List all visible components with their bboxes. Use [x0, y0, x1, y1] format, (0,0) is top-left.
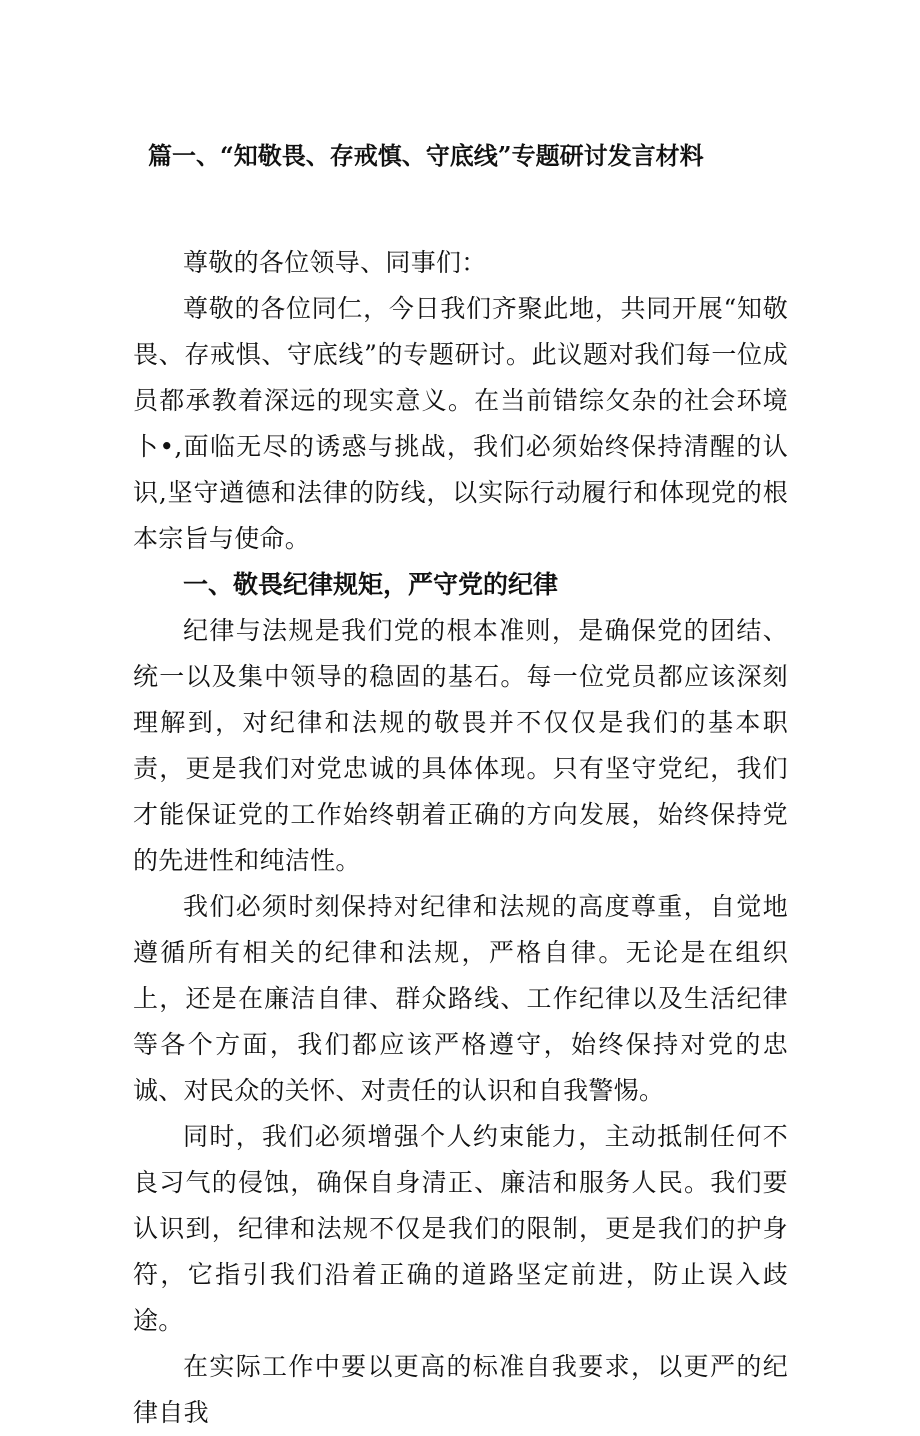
section-heading-1: 一、敬畏纪律规矩，严守党的纪律: [183, 570, 559, 599]
greeting: 尊敬的各位领导、同事们：: [183, 248, 487, 277]
section1-paragraph-4: 在实际工作中要以更高的标准自我要求，以更严的纪律自我: [133, 1352, 788, 1427]
document-body: [133, 240, 788, 1436]
section1-paragraph-3: 同时，我们必须增强个人约束能力，主动抵制任何不良习气的侵蚀，确保自身清正、廉洁和服务人民。我们要认识到，纪律和法规不仅是我们的限制，更是我们的护身符，它指引我们沿着正确的道路坚定前进，防止误入歧途。: [133, 1122, 788, 1335]
section1-paragraph-2: 我们必须时刻保持对纪律和法规的高度尊重，自觉地遵循所有相关的纪律和法规，严格自律。无论是在组织上，还是在廉洁自律、群众路线、工作纪律以及生活纪律等各个方面，我们都应该严格遵守，始终保持对党的忠诚、对民众的关怀、对责任的认识和自我警惕。: [133, 892, 788, 1105]
section1-paragraph-1: 纪律与法规是我们党的根本准则，是确保党的团结、统一以及集中领导的稳固的基石。每一位党员都应该深刻理解到，对纪律和法规的敬畏并不仅仅是我们的基本职责，更是我们对党忠诚的具体体现。只有坚守党纪，我们才能保证党的工作始终朝着正确的方向发展，始终保持党的先进性和纯洁性。: [133, 616, 788, 875]
intro-paragraph: 尊敬的各位同仁，今日我们齐聚此地，共同开展“知敬畏、存戒惧、守底线”的专题研讨。此议题对我们每一位成员都承教着深远的现实意义。在当前错综攵杂的社会环境卜•,面临无尽的诱惑与挑战，我们必须始终保持清醒的认识,坚守遒德和法律的防线，以实际行动履行和体现党的根本宗旨与使命。: [133, 294, 788, 553]
document-title: 篇一、“知敬畏、存戒慎、守底线”专题研讨发言材料: [148, 141, 704, 170]
